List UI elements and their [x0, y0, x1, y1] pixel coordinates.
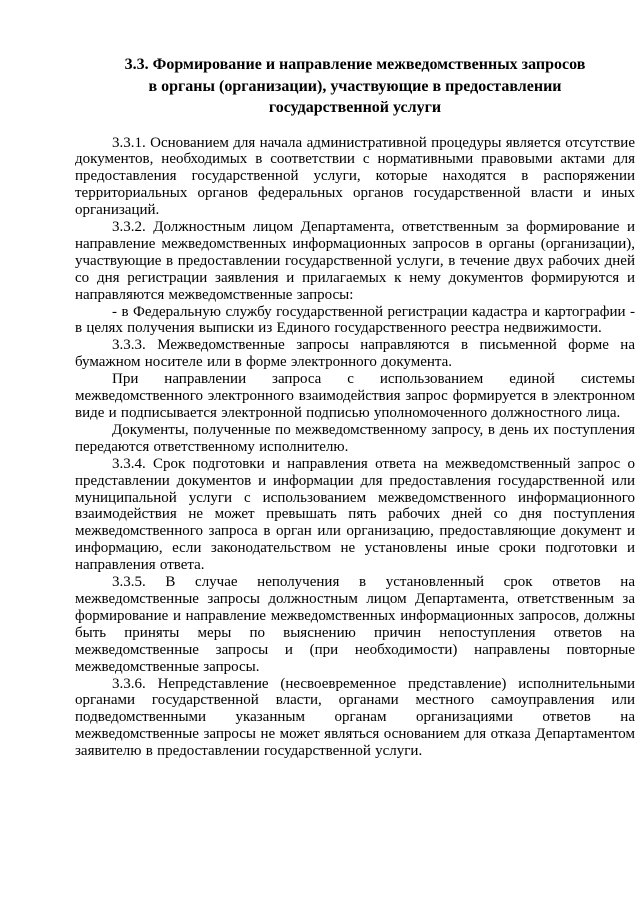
document-content: [75, 54, 635, 760]
paragraph-3-3-6: 3.3.6. Непредставление (несвоевременное представление) исполнительными органами государственной власти, органами местного самоуправления или подведомственными указанным органам организациями ответов на межведомственные запросы не может являться основанием для отказа Департаментом заявителю в предоставлении государственной услуги.: [75, 675, 635, 760]
heading-line-2: в органы (организации), участвующие в предоставлении: [148, 77, 562, 95]
paragraph-3-3-3: 3.3.3. Межведомственные запросы направляются в письменной форме на бумажном носителе или в форме электронного документа.: [75, 337, 635, 371]
heading-line-3: государственной услуги: [268, 99, 442, 116]
paragraph-dash-rosreestr: - в Федеральную службу государственной регистрации кадастра и картографии - в целях получения выписки из Единого государственного реестра недвижимости.: [75, 303, 635, 337]
section-heading: [75, 54, 635, 119]
section-body: [75, 135, 635, 761]
paragraph-3-3-2: 3.3.2. Должностным лицом Департамента, ответственным за формирование и направление межведомственных информационных запросов в органы (организации), участвующие в предоставлении государственной услуги, в течение двух рабочих дней со дня регистрации заявления и прилагаемых к нему документов формируются и направляются межведомственные запросы:: [75, 219, 635, 303]
paragraph-smev: При направлении запроса с использованием единой системы межведомственного электронного взаимодействия запрос формируется в электронном виде и подписывается электронной подписью уполномоченного должностного лица.: [75, 371, 635, 421]
heading-line-1: 3.3. Формирование и направление межведомственных запросов: [124, 56, 586, 73]
paragraph-3-3-5: 3.3.5. В случае неполучения в установленный срок ответов на межведомственные запросы должностным лицом Департамента, ответственным за формирование и направление межведомственных информационных запросов, должны быть приняты меры по выяснению причин непоступления ответов на межведомственные запросы и (при необходимости) направлены повторные межведомственные запросы.: [75, 574, 635, 675]
paragraph-documents-received: Документы, полученные по межведомственному запросу, в день их поступления передаются ответственному исполнителю.: [75, 421, 635, 455]
paragraph-3-3-1: 3.3.1. Основанием для начала административной процедуры является отсутствие документов, необходимых в соответствии с нормативными правовыми актами для предоставления государственной услуги, которые находятся в распоряжении территориальных органов федеральных органов государственной власти и иных организаций.: [75, 134, 635, 219]
paragraph-3-3-4: 3.3.4. Срок подготовки и направления ответа на межведомственный запрос о представлении документов и информации для предоставления государственной или муниципальной услуги с использованием межведомственного информационного взаимодействия не может превышать пять рабочих дней со дня поступления межведомственного запроса в орган или организацию, предоставляющие документ и информацию, если законодательством не установлены иные сроки подготовки и направления ответа.: [75, 455, 635, 574]
